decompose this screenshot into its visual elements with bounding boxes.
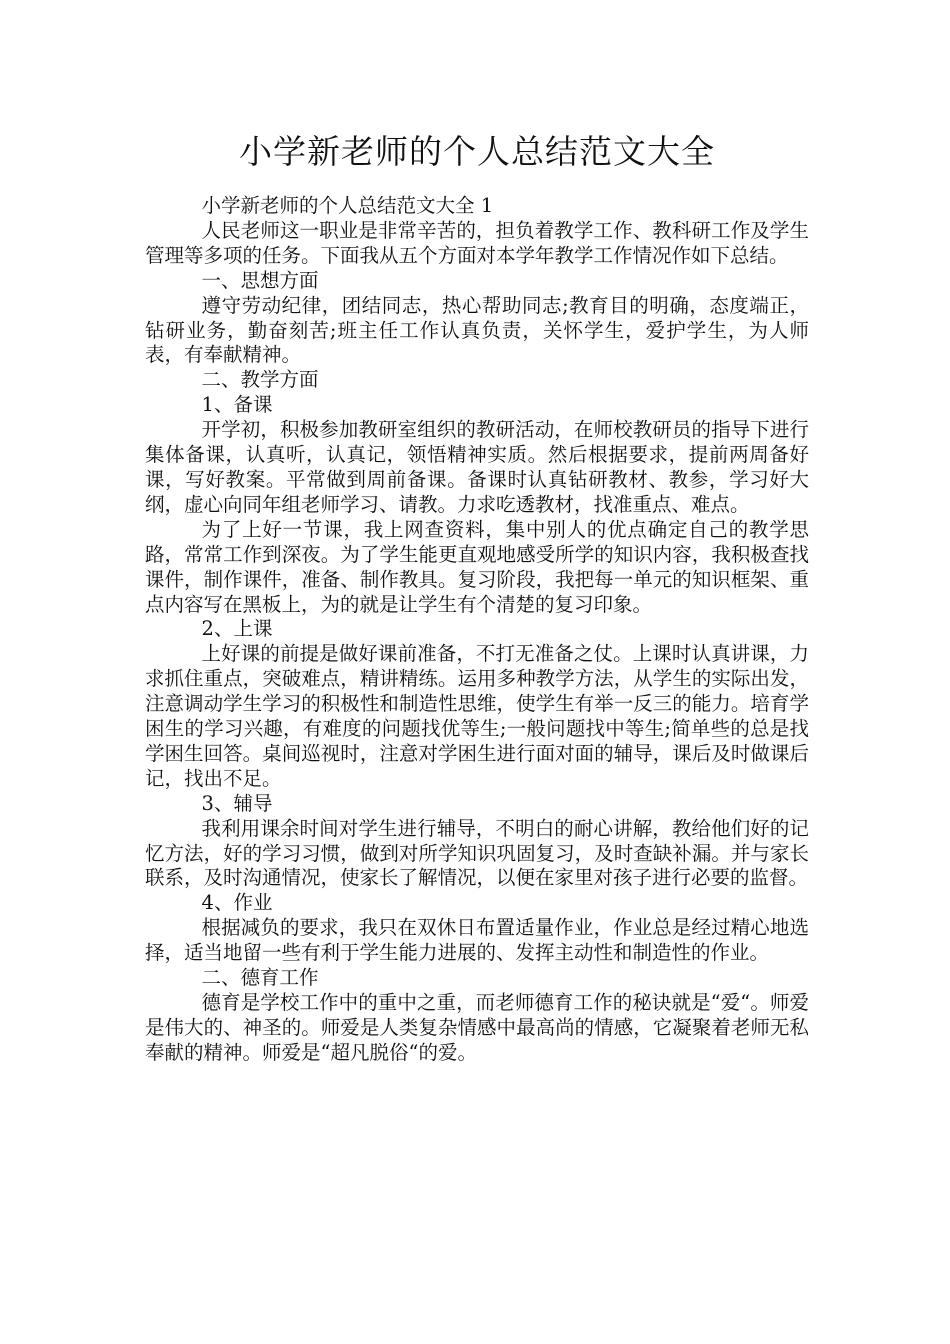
paragraph-subtitle: 小学新老师的个人总结范文大全 1 [201, 194, 494, 217]
document-title: 小学新老师的个人总结范文大全 [239, 132, 715, 171]
paragraph-thought: 遵守劳动纪律，团结同志，热心帮助同志;教育目的明确，态度端正，钻研业务，勤奋刻苦;班主任工作认真负责，关怀学生，爱护学生，为人师表，有奉献精神。 [145, 293, 809, 367]
document-page [145, 0, 809, 1066]
paragraph-homework: 根据减负的要求，我只在双休日布置适量作业，作业总是经过精心地选择，适当地留一些有利于学生能力进展的、发挥主动性和制造性的作业。 [145, 916, 809, 965]
paragraph-intro: 人民老师这一职业是非常辛苦的，担负着教学工作、教科研工作及学生管理等多项的任务。下面我从五个方面对本学年教学工作情况作如下总结。 [145, 218, 809, 267]
paragraph-lesson-prep: 开学初，积极参加教研室组织的教研活动，在师校教研员的指导下进行集体备课，认真听，认真记，领悟精神实质。然后根据要求，提前两周备好课，写好教案。平常做到周前备课。备课时认真钻研教材、教参，学习好大纲，虚心向同年组老师学习、请教。力求吃透教材，找准重点、难点。 [145, 418, 809, 516]
heading-moral: 二、德育工作 [201, 966, 319, 990]
heading-homework: 4、作业 [201, 891, 273, 915]
heading-lesson-prep: 1、备课 [201, 393, 273, 417]
heading-tutoring: 3、辅导 [201, 791, 273, 815]
heading-thought: 一、思想方面 [201, 268, 319, 292]
document-body [145, 194, 809, 1066]
paragraph-tutoring: 我利用课余时间对学生进行辅导，不明白的耐心讲解，教给他们好的记忆方法，好的学习习惯，做到对所学知识巩固复习，及时查缺补漏。并与家长联系，及时沟通情况，使家长了解情况，以便在家里对孩子进行必要的监督。 [145, 816, 809, 890]
paragraph-class: 上好课的前提是做好课前准备，不打无准备之仗。上课时认真讲课，力求抓住重点，突破难点，精讲精练。运用多种教学方法，从学生的实际出发，注意调动学生学习的积极性和制造性思维，使学生有举一反三的能力。培育学困生的学习兴趣，有难度的问题找优等生;一般问题找中等生;简单些的总是找学困生回答。桌间巡视时，注意对学困生进行面对面的辅导，课后及时做课后记，找出不足。 [145, 642, 809, 790]
paragraph-moral: 德育是学校工作中的重中之重，而老师德育工作的秘诀就是“爱“。师爱是伟大的、神圣的。师爱是人类复杂情感中最高尚的情感，它凝聚着老师无私奉献的精神。师爱是“超凡脱俗“的爱。 [145, 991, 809, 1064]
paragraph-lesson-prep-2: 为了上好一节课，我上网查资料，集中别人的优点确定自己的教学思路，常常工作到深夜。为了学生能更直观地感受所学的知识内容，我积极查找课件，制作课件，准备、制作教具。复习阶段，我把每一单元的知识框架、重点内容写在黑板上，为的就是让学生有个清楚的复习印象。 [145, 517, 809, 616]
heading-class: 2、上课 [201, 617, 273, 641]
heading-teaching: 二、教学方面 [201, 368, 319, 392]
